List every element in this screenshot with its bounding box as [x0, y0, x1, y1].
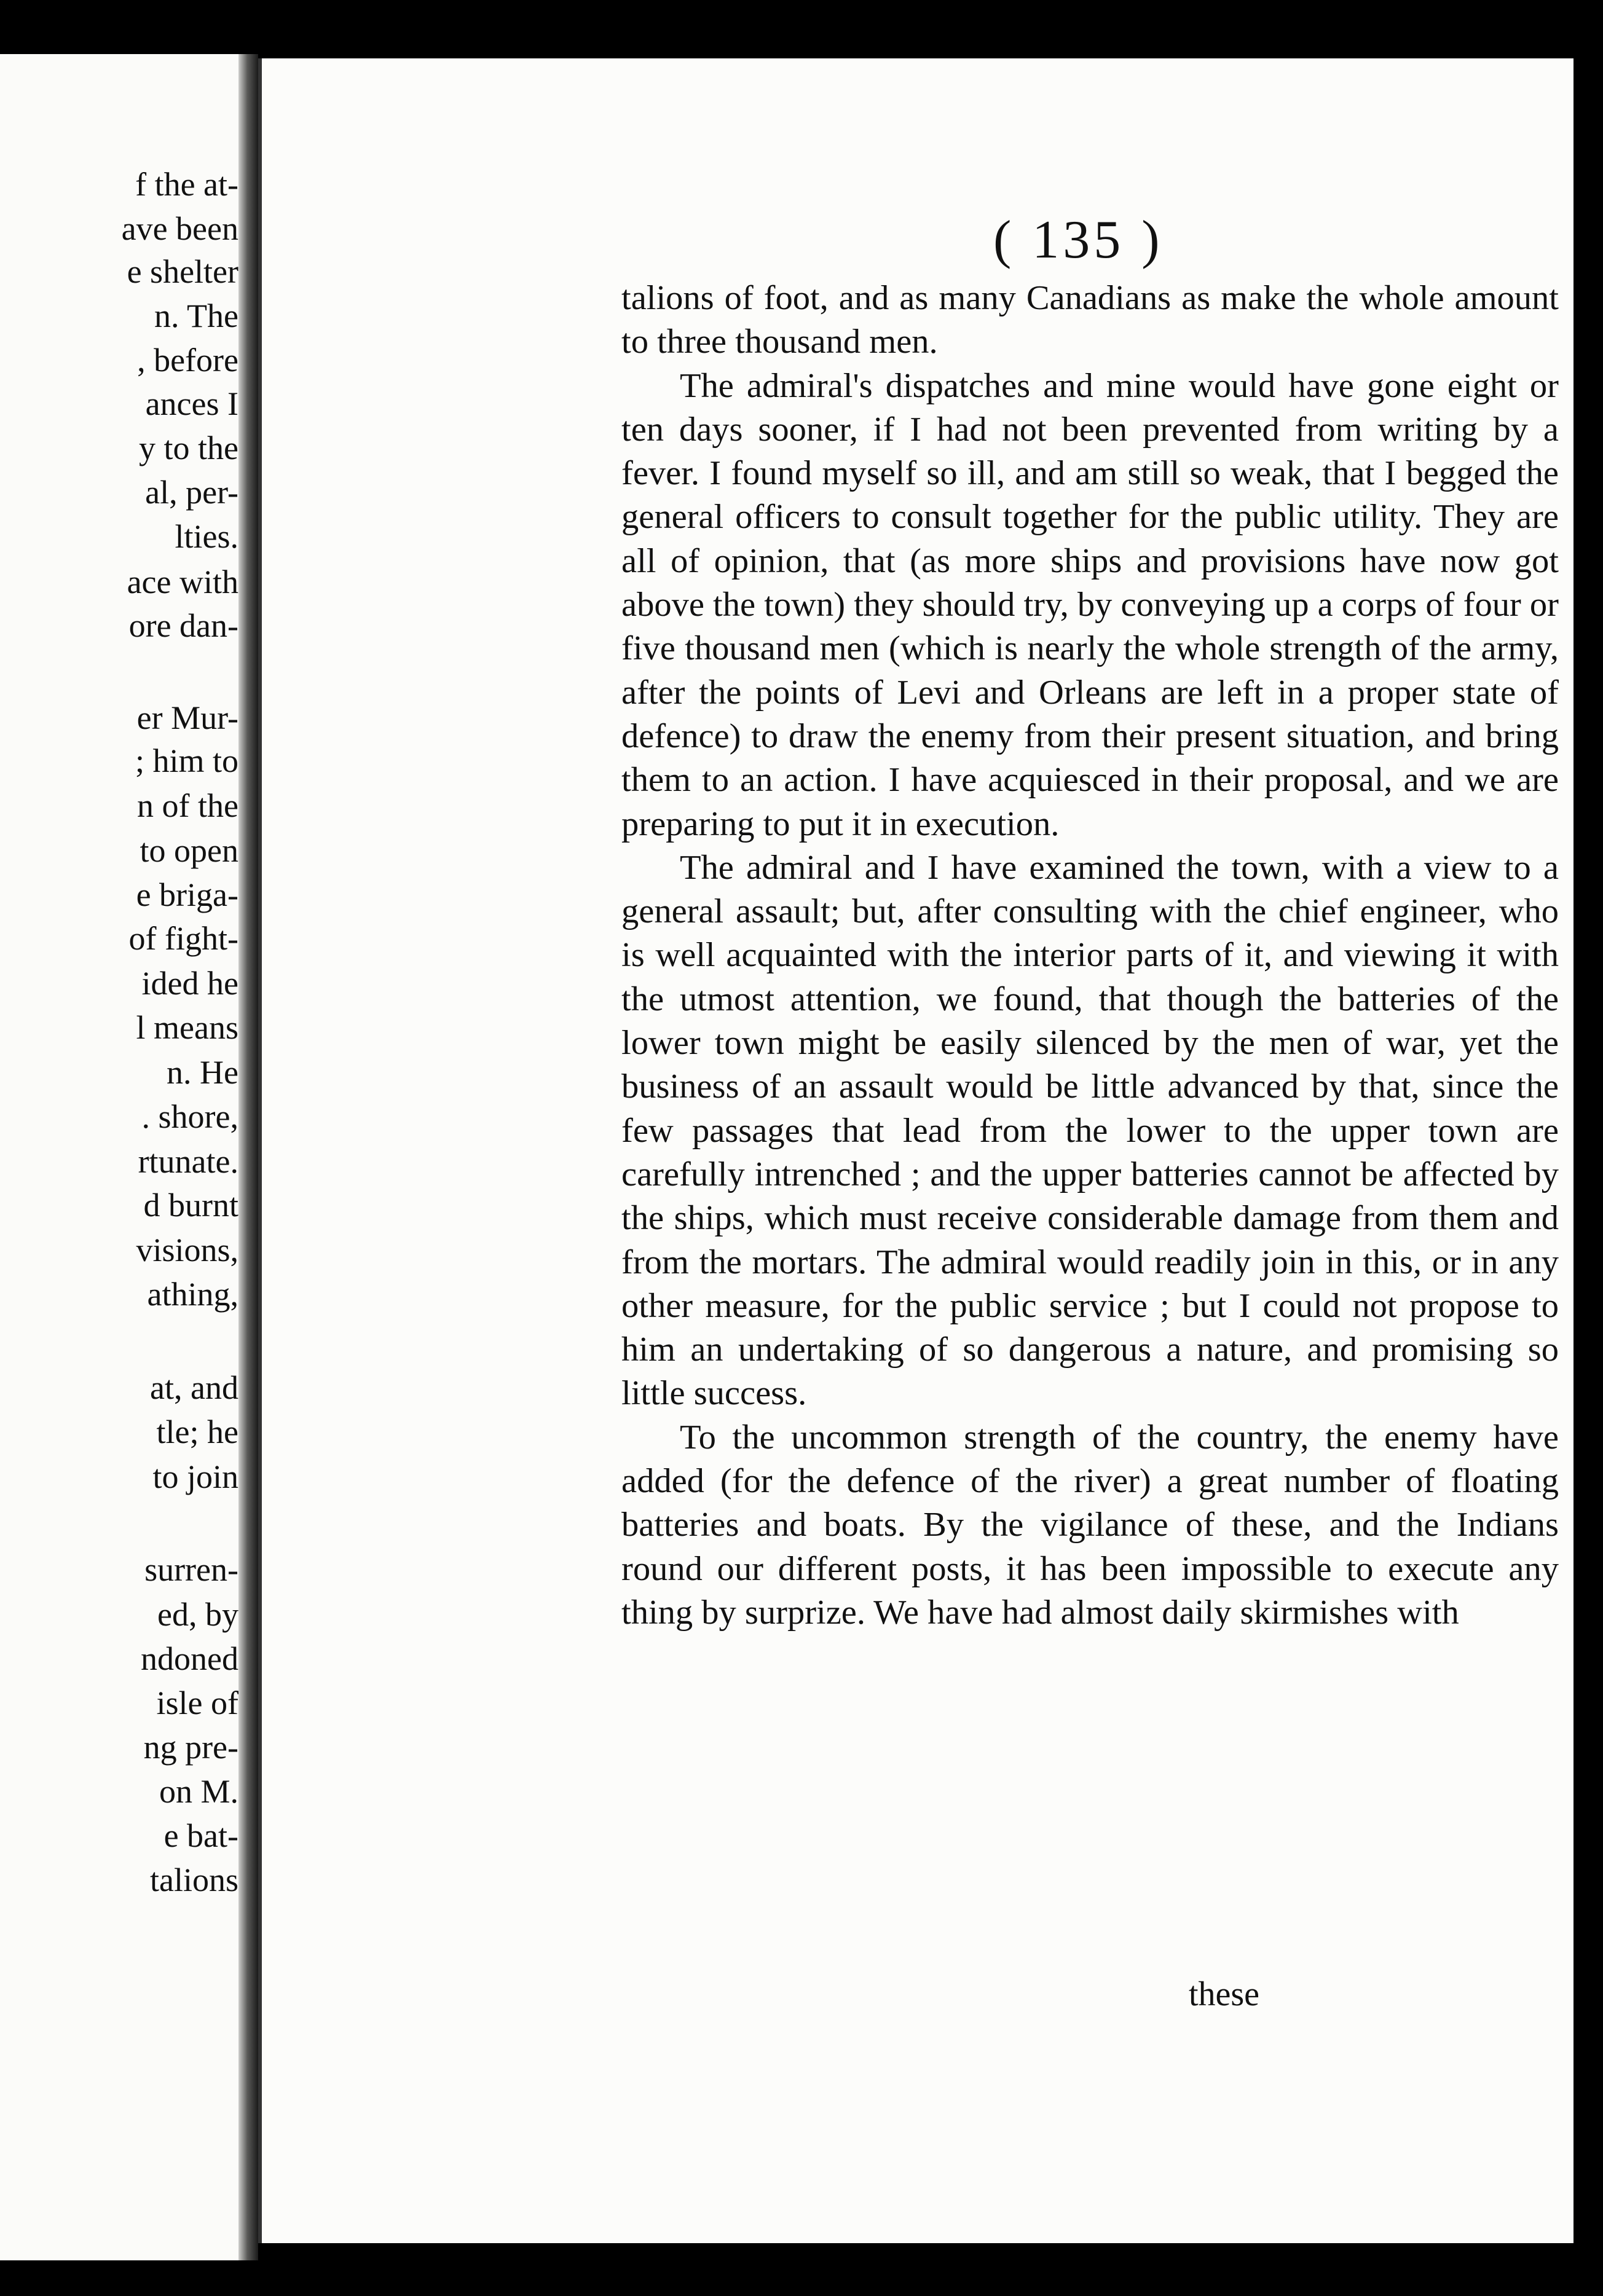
facing-page-line: y to the — [139, 430, 238, 466]
facing-page-line: lties. — [175, 518, 238, 555]
facing-page-line: ances I — [145, 385, 238, 422]
facing-page-line: ided he — [141, 965, 238, 1002]
facing-page-line: e briga- — [136, 876, 238, 913]
facing-page-line: n. He — [167, 1054, 238, 1091]
facing-page-line: f the at- — [135, 166, 238, 203]
facing-page-line: ; him to — [135, 742, 238, 779]
facing-page-line: n. The — [154, 297, 238, 334]
catchword: these — [1188, 1975, 1259, 2013]
facing-page-line: . shore, — [141, 1098, 238, 1135]
facing-page-line: , before — [137, 342, 238, 379]
facing-page-line: to open — [140, 832, 238, 869]
facing-page-line: surren- — [144, 1551, 238, 1588]
page-number: ( 135 ) — [993, 210, 1164, 270]
facing-page-line: ace with — [127, 564, 238, 600]
facing-page-line: of fight- — [128, 920, 238, 957]
facing-page-line: ed, by — [157, 1596, 238, 1633]
facing-page-line: d burnt — [143, 1187, 238, 1224]
facing-page-line: ore dan- — [128, 607, 238, 644]
paragraph: To the uncommon strength of the country, the enemy have added (for the defence of the river) a great number of floating batteries and boats. By the vigilance of these, and the Indians round our different posts, it has been impossible to execute any thing by surprize. We have had almost daily skirmishes with — [621, 1418, 1559, 1632]
facing-page-line: e shelter — [127, 253, 238, 290]
facing-page-line: visions, — [136, 1232, 238, 1268]
facing-page-line: l means — [136, 1009, 238, 1046]
facing-page-line: rtunate. — [138, 1143, 238, 1180]
paragraph: The admiral's dispatches and mine would have gone eight or ten days sooner, if I had not been prevented from writing by a fever. I found myself so ill, and am still so weak, that I begged the general officers to consult together for the public utility. They are all of opinion, that (as more ships and provisions have now got above the town) they should try, by conveying up a corps of four or five thousand men (which is nearly the whole strength of the army, after the points of Levi and Orleans are left in a proper state of defence) to draw the enemy from their present situation, and bring them to an action. I have acquiesced in their proposal, and we are preparing to put it in execution. — [621, 366, 1559, 843]
facing-page-line: isle of — [156, 1685, 238, 1721]
facing-page-line: al, per- — [145, 474, 238, 511]
facing-page-line: er Mur- — [136, 699, 238, 736]
facing-page-line: ndoned — [141, 1640, 238, 1677]
book-gutter — [238, 54, 258, 2260]
body-text — [621, 277, 1559, 1635]
facing-page-line: n of the — [137, 787, 238, 824]
facing-page-line: at, and — [150, 1369, 238, 1406]
paragraph: talions of foot, and as many Canadians as make the whole amount to three thousand men. — [621, 279, 1559, 361]
facing-page-line: tle; he — [156, 1413, 238, 1450]
facing-page-line: on M. — [159, 1773, 238, 1810]
facing-page — [0, 54, 238, 2260]
facing-page-line: to join — [152, 1458, 238, 1495]
book-page — [258, 58, 1573, 2243]
paragraph: The admiral and I have examined the town, with a view to a general assault; but, after consulting with the chief engineer, who is well acquainted with the interior parts of it, and viewing it with the utmost attention, we found, that though the batteries of the lower town might be easily silenced by the men of war, yet the business of an assault would be little advanced by that, since the few passages that lead from the lower to the upper town are carefully intrenched ; and the upper batteries cannot be affected by the ships, which must receive considerable damage from them and from the mortars. The admiral would readily join in this, or in any other measure, for the public service ; but I could not propose to him an undertaking of so dangerous a nature, and promising so little success. — [621, 848, 1559, 1413]
facing-page-line: e bat- — [163, 1817, 238, 1854]
facing-page-line: ng pre- — [143, 1729, 238, 1766]
facing-page-line: ave been — [121, 210, 238, 247]
facing-page-line: talions — [150, 1862, 238, 1898]
facing-page-line: athing, — [147, 1276, 238, 1313]
